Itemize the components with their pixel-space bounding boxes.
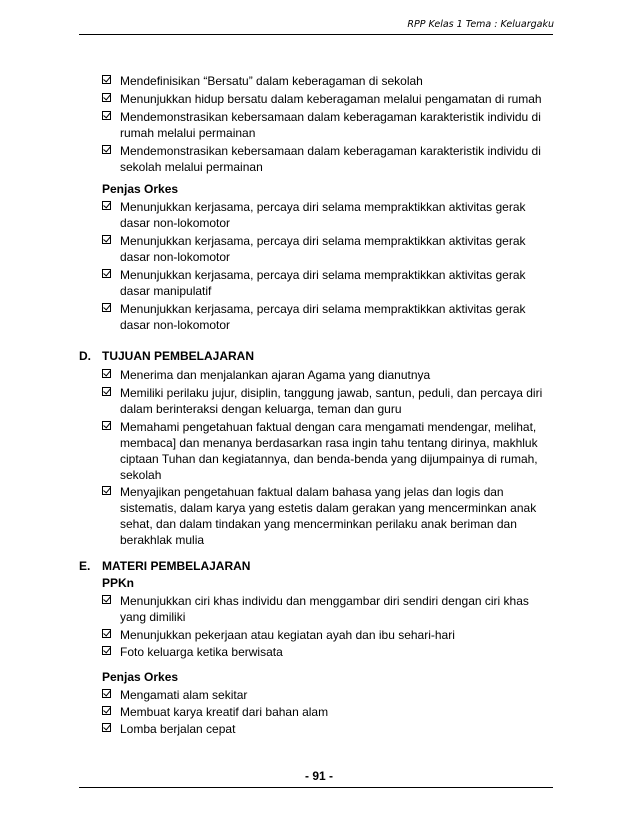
list-item: Mendemonstrasikan kebersamaan dalam keberagaman karakteristik individu di rumah melalui permainan [102,109,567,141]
checkbox-checked-icon [102,269,111,278]
footer-rule [79,787,553,788]
list-item: Menunjukkan ciri khas individu dan menggambar diri sendiri dengan ciri khas yang dimiliki [102,593,567,625]
checkbox-checked-icon [102,75,111,84]
list-item: Menunjukkan kerjasama, percaya diri selama mempraktikkan aktivitas gerak dasar non-lokomotor [102,301,567,333]
checkbox-checked-icon [102,486,111,495]
list-item: Menunjukkan kerjasama, percaya diri selama mempraktikkan aktivitas gerak dasar non-lokomotor [102,199,567,231]
section-title: TUJUAN PEMBELAJARAN [102,349,255,363]
running-header: RPP Kelas 1 Tema : Keluargaku [407,19,554,30]
checkbox-checked-icon [102,145,111,154]
page-number: - 91 - [304,769,333,783]
checkbox-checked-icon [102,595,111,604]
list-item: Foto keluarga ketika berwisata [102,644,567,660]
list-item: Menunjukkan pekerjaan atau kegiatan ayah dan ibu sehari-hari [102,627,567,643]
header-rule [79,34,553,35]
list-item: Memahami pengetahuan faktual dengan cara mengamati mendengar, melihat, membaca] dan menanya berdasarkan rasa ingin tahu tentang dirinya, makhluk ciptaan Tuhan dan kegiatannya, dan benda-benda yang dijumpainya di rumah, sekolah [102,419,567,483]
section-letter: E. [79,559,91,573]
checkbox-checked-icon [102,706,111,715]
checkbox-checked-icon [102,387,111,396]
checkbox-checked-icon [102,629,111,638]
checkbox-checked-icon [102,235,111,244]
checkbox-checked-icon [102,689,111,698]
checkbox-checked-icon [102,111,111,120]
list-item: Mendefinisikan “Bersatu” dalam keberagaman di sekolah [102,73,567,89]
list-item: Menyajikan pengetahuan faktual dalam bahasa yang jelas dan logis dan sistematis, dalam karya yang estetis dalam gerakan yang mencerminkan anak sehat, dan dalam tindakan yang mencerminkan perilaku anak beriman dan berakhlak mulia [102,484,567,548]
subheading-ppkn: PPKn [102,576,135,590]
list-item: Lomba berjalan cepat [102,721,567,737]
list-item: Mendemonstrasikan kebersamaan dalam keberagaman karakteristik individu di sekolah melalui permainan [102,143,567,175]
list-item: Menunjukkan kerjasama, percaya diri selama mempraktikkan aktivitas gerak dasar manipulatif [102,267,567,299]
list-item: Menunjukkan kerjasama, percaya diri selama mempraktikkan aktivitas gerak dasar non-lokomotor [102,233,567,265]
section-title: MATERI PEMBELAJARAN [102,559,251,573]
checkbox-checked-icon [102,646,111,655]
checkbox-checked-icon [102,421,111,430]
subheading-penjas-orkes: Penjas Orkes [102,670,179,684]
list-item: Menunjukkan hidup bersatu dalam keberagaman melalui pengamatan di rumah [102,91,567,107]
list-item: Menerima dan menjalankan ajaran Agama yang dianutnya [102,367,567,383]
section-letter: D. [79,349,91,363]
checkbox-checked-icon [102,93,111,102]
list-item: Membuat karya kreatif dari bahan alam [102,704,567,720]
checkbox-checked-icon [102,369,111,378]
subheading-penjas-orkes: Penjas Orkes [102,182,179,196]
list-item: Mengamati alam sekitar [102,687,567,703]
checkbox-checked-icon [102,303,111,312]
checkbox-checked-icon [102,723,111,732]
checkbox-checked-icon [102,201,111,210]
list-item: Memiliki perilaku jujur, disiplin, tanggung jawab, santun, peduli, dan percaya diri dalam berinteraksi dengan keluarga, teman dan guru [102,385,567,417]
